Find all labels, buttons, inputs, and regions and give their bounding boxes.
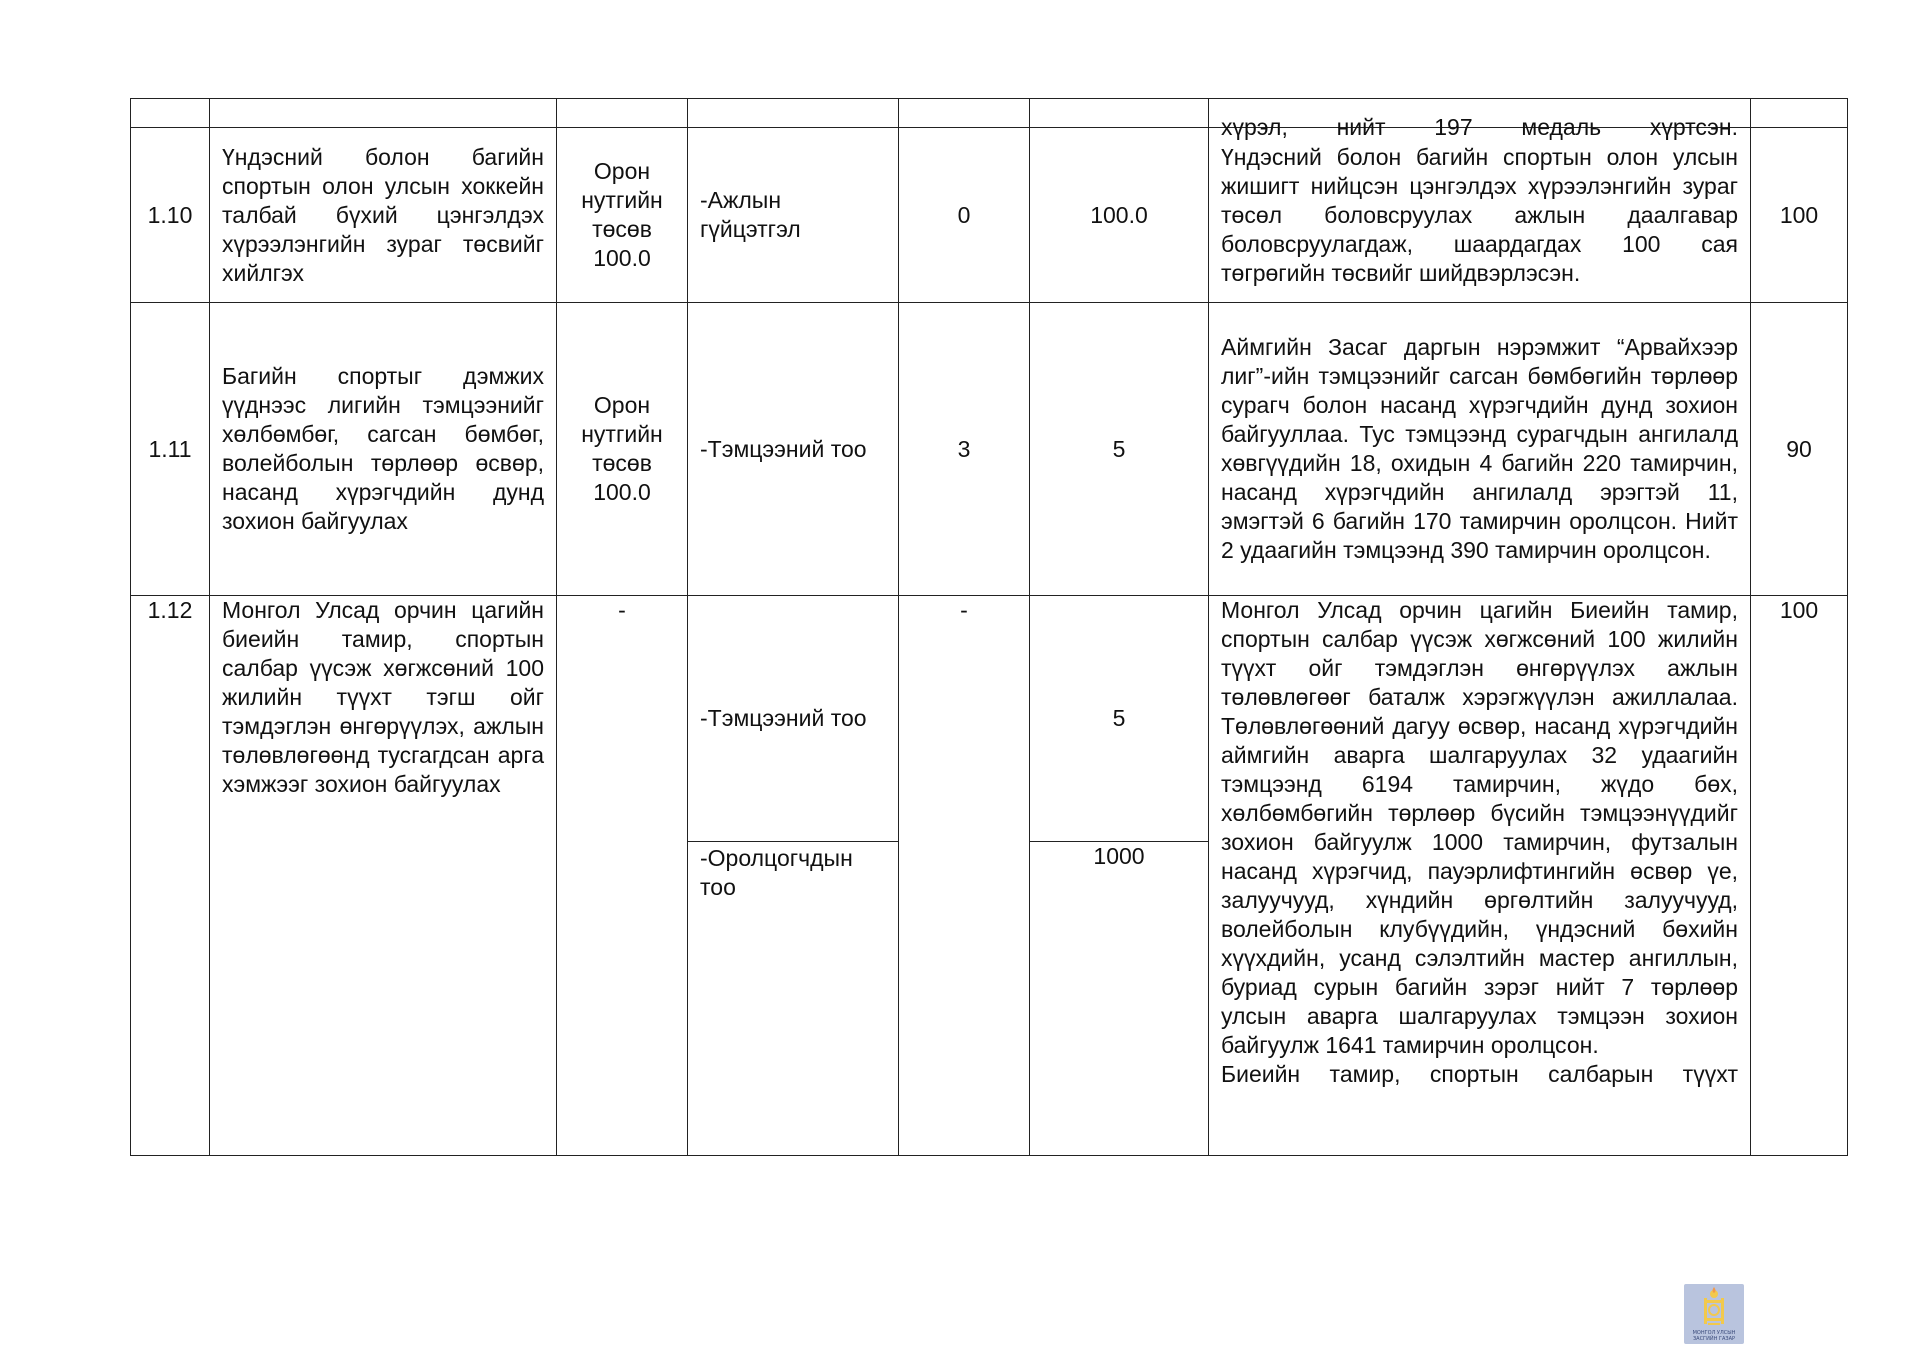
target-cell: 100.0 [1030, 128, 1209, 303]
logo-text-line1: МОНГОЛ УЛСЫН [1692, 1330, 1736, 1336]
logo-text-line2: ЗАСГИЙН ГАЗАР [1692, 1336, 1736, 1342]
cell-empty [688, 99, 899, 128]
target-cell: 5 [1030, 596, 1209, 842]
cell-empty [1751, 99, 1848, 128]
row-number: 1.10 [131, 128, 210, 303]
activity-cell: Багийн спортыг дэмжих үүднээс лигийн тэмцээнийг хөлбөмбөг, сагсан бөмбөг, волейболын төрлөөр өсвөр, насанд хүрэгчдийн дунд зохион байгуулах [210, 303, 557, 596]
percent-cell: 100 [1751, 596, 1848, 1156]
baseline-cell: 0 [899, 128, 1030, 303]
report-overflow-text: хүрэл, нийт 197 медаль хүртсэн. [1221, 114, 1738, 140]
activity-cell: Монгол Улсад орчин цагийн биеийн тамир, спортын салбар үүсэж хөгжсөний 100 жилийн түүхт тэгш ойг тэмдэглэн өнгөрүүлэх, ажлын төлөвлөгөөнд тусгагдсан арга хэмжээг зохион байгуулах [210, 596, 557, 1156]
cell-empty [210, 99, 557, 128]
cell-report-continuation [1209, 99, 1751, 140]
indicator-cell: -Тэмцээний тоо [688, 303, 899, 596]
activity-cell: Үндэсний болон багийн спортын олон улсын хоккейн талбай бүхий цэнгэлдэх хүрээлэнгийн зураг төсвийг хийлгэх [210, 128, 557, 303]
indicator-cell: -Оролцогчдын тоо [688, 842, 899, 1156]
report-table [130, 98, 1848, 1156]
cell-empty [899, 99, 1030, 128]
indicator-cell: -Ажлын гүйцэтгэл [688, 128, 899, 303]
cell-empty [131, 99, 210, 128]
report-text: Монгол Улсад орчин цагийн Биеийн тамир, спортын салбар үүсэж хөгжсөний 100 жилийн түүхт ойг тэмдэглэн өнгөрүүлэх ажлын төлөвлөгөөг баталж хэрэгжүүлэн ажиллалаа. Төлөвлөгөөний дагуу өсвөр, насанд хүрэгчдийн аймгийн аварга шалгаруулах 32 удаагийн тэмцээнд 6194 тамирчин, жүдо бөх, хөлбөмбөгийн төрлөөр бүсийн тэмцээнүүдийг зохион байгуулж 1000 тамирчин, футзалын насанд хүрэгчид, пауэрлифтингийн өсвөр үе, залуучууд, хүндийн өргөлтийн залуучууд, волейболын клубүүдийн, үндэсний бөхийн хүүхдийн, усанд сэлэлтийн мастер ангиллын, буриад сурын багийн зэрэг нийт 7 төрлөөр улсын аварга шалгаруулах тэмцээн зохион байгуулж 1641 тамирчин оролцсон. [1221, 597, 1738, 1058]
report-cell: Аймгийн Засаг даргын нэрэмжит “Арвайхээр лиг”-ийн тэмцээнийг сагсан бөмбөгийн төрлөөр сурагч болон насанд хүрэгчдийн дунд зохион байгууллаа. Тус тэмцээнд сурагчдын ангилалд хөвгүүдийн 18, охидын 4 багийн 220 тамирчин, насанд хүрэгчдийн ангилалд эрэгтэй 11, эмэгтэй 6 багийн 170 тамирчин оролцсон. Нийт 2 удаагийн тэмцээнд 390 тамирчин оролцсон. [1209, 303, 1751, 596]
percent-cell: 100 [1751, 128, 1848, 303]
report-tail-text: Биеийн тамир, спортын салбарын түүхт [1221, 1061, 1738, 1087]
funding-cell: Орон нутгийн төсөв 100.0 [557, 303, 688, 596]
soyombo-icon [1684, 1284, 1744, 1330]
cell-empty [1030, 99, 1209, 128]
row-number: 1.12 [131, 596, 210, 1156]
target-cell: 5 [1030, 303, 1209, 596]
cell-empty [557, 99, 688, 128]
funding-cell: Орон нутгийн төсөв 100.0 [557, 128, 688, 303]
row-number: 1.11 [131, 303, 210, 596]
funding-cell: - [557, 596, 688, 1156]
target-cell: 1000 [1030, 842, 1209, 1156]
government-emblem-logo [1684, 1284, 1744, 1344]
baseline-cell: 3 [899, 303, 1030, 596]
percent-cell: 90 [1751, 303, 1848, 596]
table-row [131, 303, 1848, 596]
report-cell: Үндэсний болон багийн спортын олон улсын жишигт нийцсэн цэнгэлдэх хүрээлэнгийн зураг төсөл боловсруулах ажлын даалгавар боловсруулагдаж, шаардагдах 100 сая төгрөгийн төсвийг шийдвэрлэсэн. [1209, 128, 1751, 303]
table-row-continuation [131, 99, 1848, 128]
baseline-cell: - [899, 596, 1030, 1156]
indicator-cell: -Тэмцээний тоо [688, 596, 899, 842]
report-cell [1209, 596, 1751, 1156]
table-row [131, 596, 1848, 842]
table-row [131, 128, 1848, 303]
